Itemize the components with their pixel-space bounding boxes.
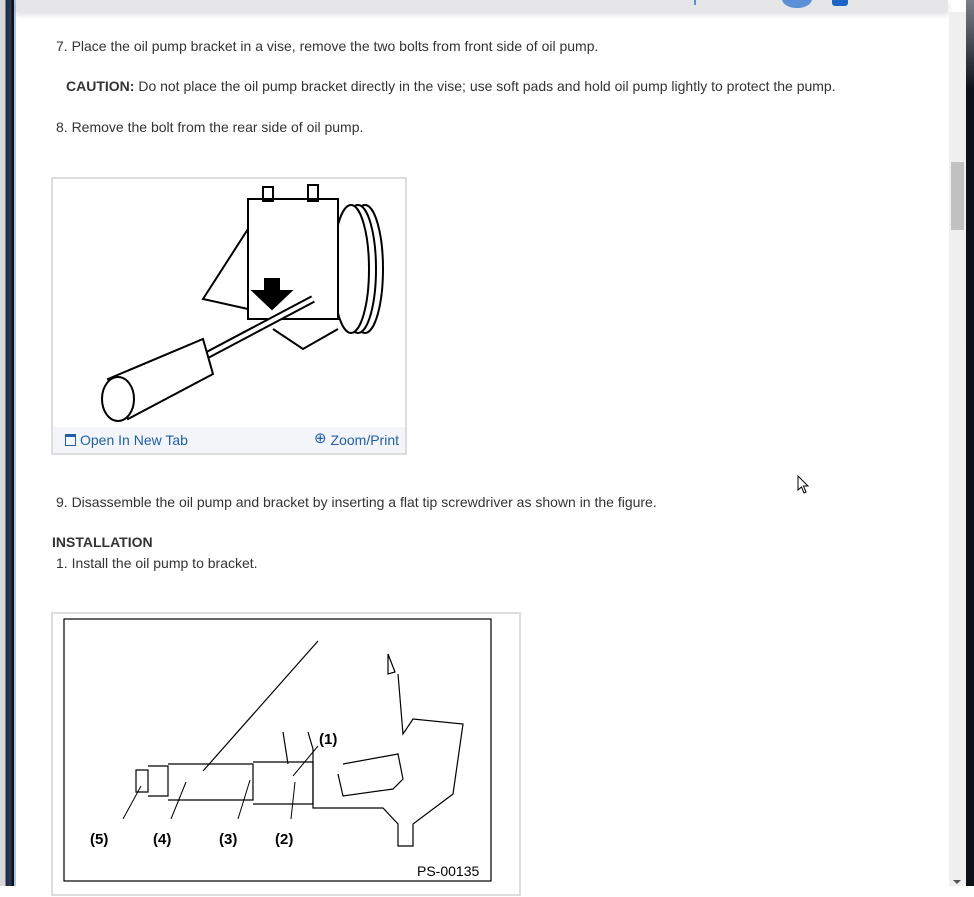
figure-screwdriver [51, 177, 407, 455]
callout-3: (3) [219, 831, 238, 848]
step-8: 8. Remove the bolt from the rear side of oil pump. [56, 119, 364, 135]
window-edge-right [966, 0, 974, 886]
zoom-print-link[interactable] [314, 428, 399, 448]
callout-4: (4) [153, 831, 172, 848]
step-7: 7. Place the oil pump bracket in a vise, remove the two bolts from front side of oil pump. [56, 38, 599, 54]
callout-1: (1) [319, 731, 338, 748]
installation-heading: INSTALLATION [52, 534, 153, 550]
installation-step-1: 1. Install the oil pump to bracket. [56, 555, 258, 571]
zoom-in-icon: ⊕ [313, 430, 327, 447]
figure-code: PS-00135 [417, 863, 480, 879]
document-content [16, 12, 949, 886]
caution-label: CAUTION: [66, 78, 135, 94]
vertical-scrollbar[interactable] [949, 12, 966, 886]
oil-pump-bracket-illustration [53, 614, 519, 894]
caution-text: Do not place the oil pump bracket directly in the vise; use soft pads and hold oil pump lightly to protect the pump. [134, 78, 836, 94]
avatar[interactable] [782, 0, 812, 8]
mouse-cursor-icon [797, 475, 811, 500]
caution-note [66, 78, 836, 94]
oil-pump-screwdriver-illustration [53, 179, 405, 427]
step-9: 9. Disassemble the oil pump and bracket by inserting a flat tip screwdriver as shown in the figure. [56, 494, 657, 510]
window-edge-left [0, 0, 16, 886]
top-toolbar [16, 0, 948, 12]
add-icon[interactable] [832, 0, 848, 6]
scrollbar-thumb[interactable] [951, 162, 964, 230]
toolbar-icon[interactable] [694, 0, 700, 5]
open-in-new-tab-link[interactable] [65, 432, 188, 448]
callout-5: (5) [90, 831, 109, 848]
zoom-print-label: Zoom/Print [330, 432, 399, 448]
figure-footer [53, 427, 405, 453]
figure-ps-00135 [51, 612, 521, 896]
open-in-new-tab-label: Open In New Tab [80, 432, 188, 448]
open-new-tab-icon [65, 434, 76, 446]
scroll-down-arrow-icon[interactable] [953, 880, 961, 884]
callout-2: (2) [275, 831, 294, 848]
